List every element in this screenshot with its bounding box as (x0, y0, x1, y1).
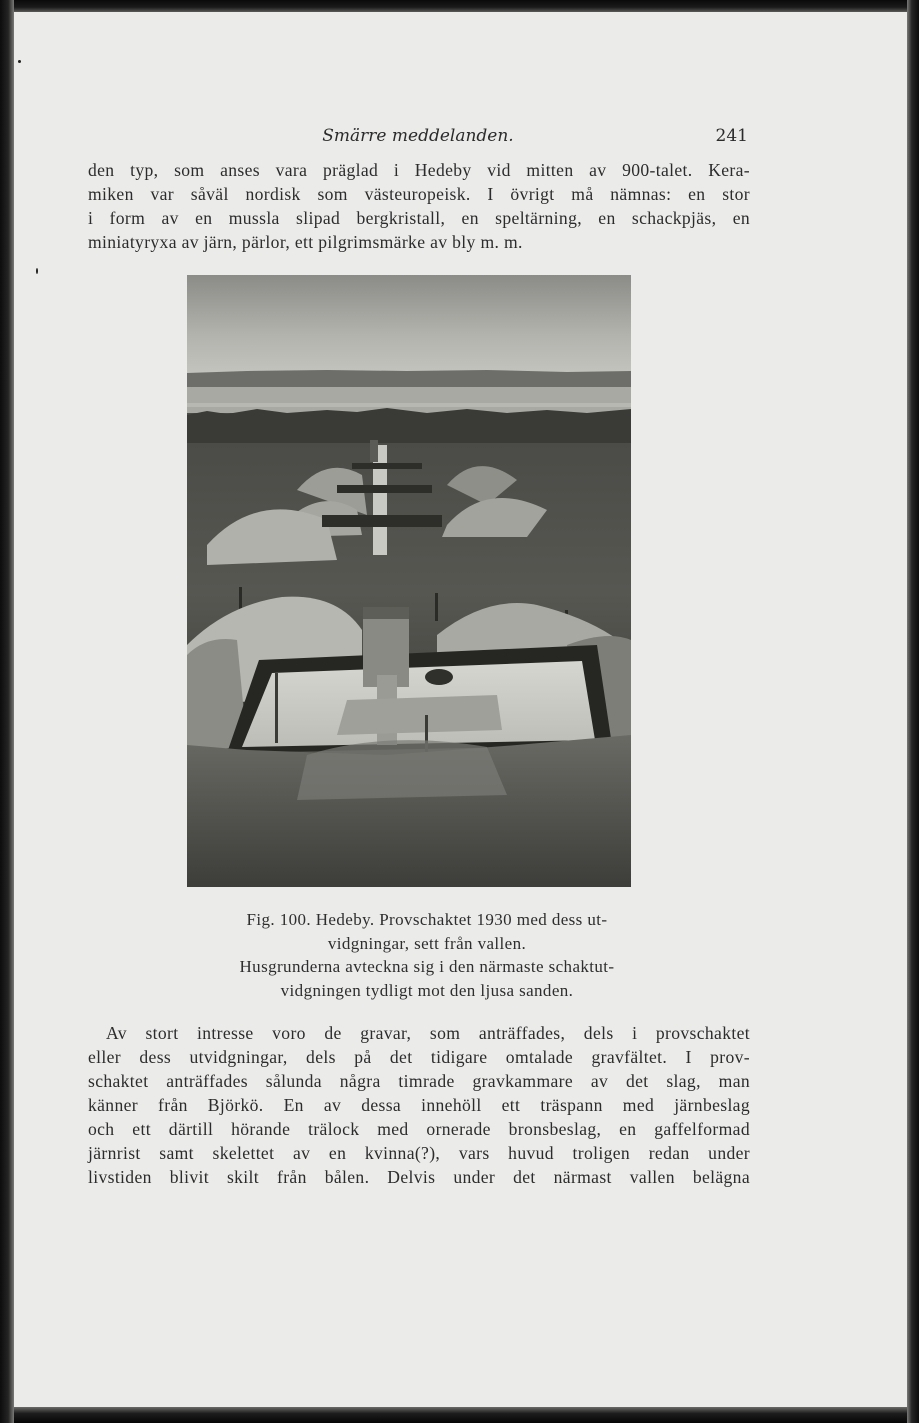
text-line: den typ, som anses vara präglad i Hedeby vid mitten av 900-talet. Kera- (88, 160, 750, 180)
scan-border-bottom (0, 1407, 919, 1423)
scan-border-left (0, 0, 14, 1423)
text-line: schaktet anträffades sålunda några timrade gravkammare av det slag, man (88, 1071, 750, 1091)
caption-line: Fig. 100. Hedeby. Provschaktet 1930 med dess ut- (246, 910, 608, 929)
excavation-photograph (187, 275, 631, 887)
caption-line: vidgningar, sett från vallen. (327, 933, 527, 953)
text-line: i form av en mussla slipad bergkristall, en speltärning, en schackpjäs, en (88, 208, 750, 228)
text-line: livstiden blivit skilt från bålen. Delvis under det närmast vallen belägna (88, 1167, 750, 1187)
dust-speck (36, 268, 38, 274)
running-title: Smärre meddelanden. (322, 126, 514, 146)
page-number: 241 (715, 126, 748, 146)
figure-caption (186, 908, 668, 1002)
text-line: känner från Björkö. En av dessa innehöll ett träspann med järnbeslag (88, 1095, 750, 1115)
text-line: miken var såväl nordisk som västeuropeisk. I övrigt må nämnas: en stor (88, 184, 750, 204)
top-paragraph (88, 158, 750, 254)
dust-speck (18, 60, 21, 63)
text-line: eller dess utvidgningar, dels på det tidigare omtalade gravfältet. I prov- (88, 1047, 750, 1067)
text-line: Av stort intresse voro de gravar, som anträffades, dels i provschaktet (106, 1023, 750, 1043)
text-line: järnrist samt skelettet av en kvinna(?), vars huvud troligen redan under (88, 1143, 750, 1163)
page-header (88, 126, 748, 152)
caption-line: Husgrunderna avteckna sig i den närmaste schaktut- (239, 957, 615, 976)
text-line: och ett därtill hörande trälock med ornerade bronsbeslag, en gaffelformad (88, 1119, 750, 1139)
bottom-paragraph (88, 1021, 750, 1189)
caption-line: vidgningen tydligt mot den ljusa sanden. (280, 980, 574, 1000)
text-line: miniatyryxa av järn, pärlor, ett pilgrimsmärke av bly m. m. (88, 232, 523, 252)
scan-border-right (907, 0, 919, 1423)
scan-border-top (0, 0, 919, 12)
